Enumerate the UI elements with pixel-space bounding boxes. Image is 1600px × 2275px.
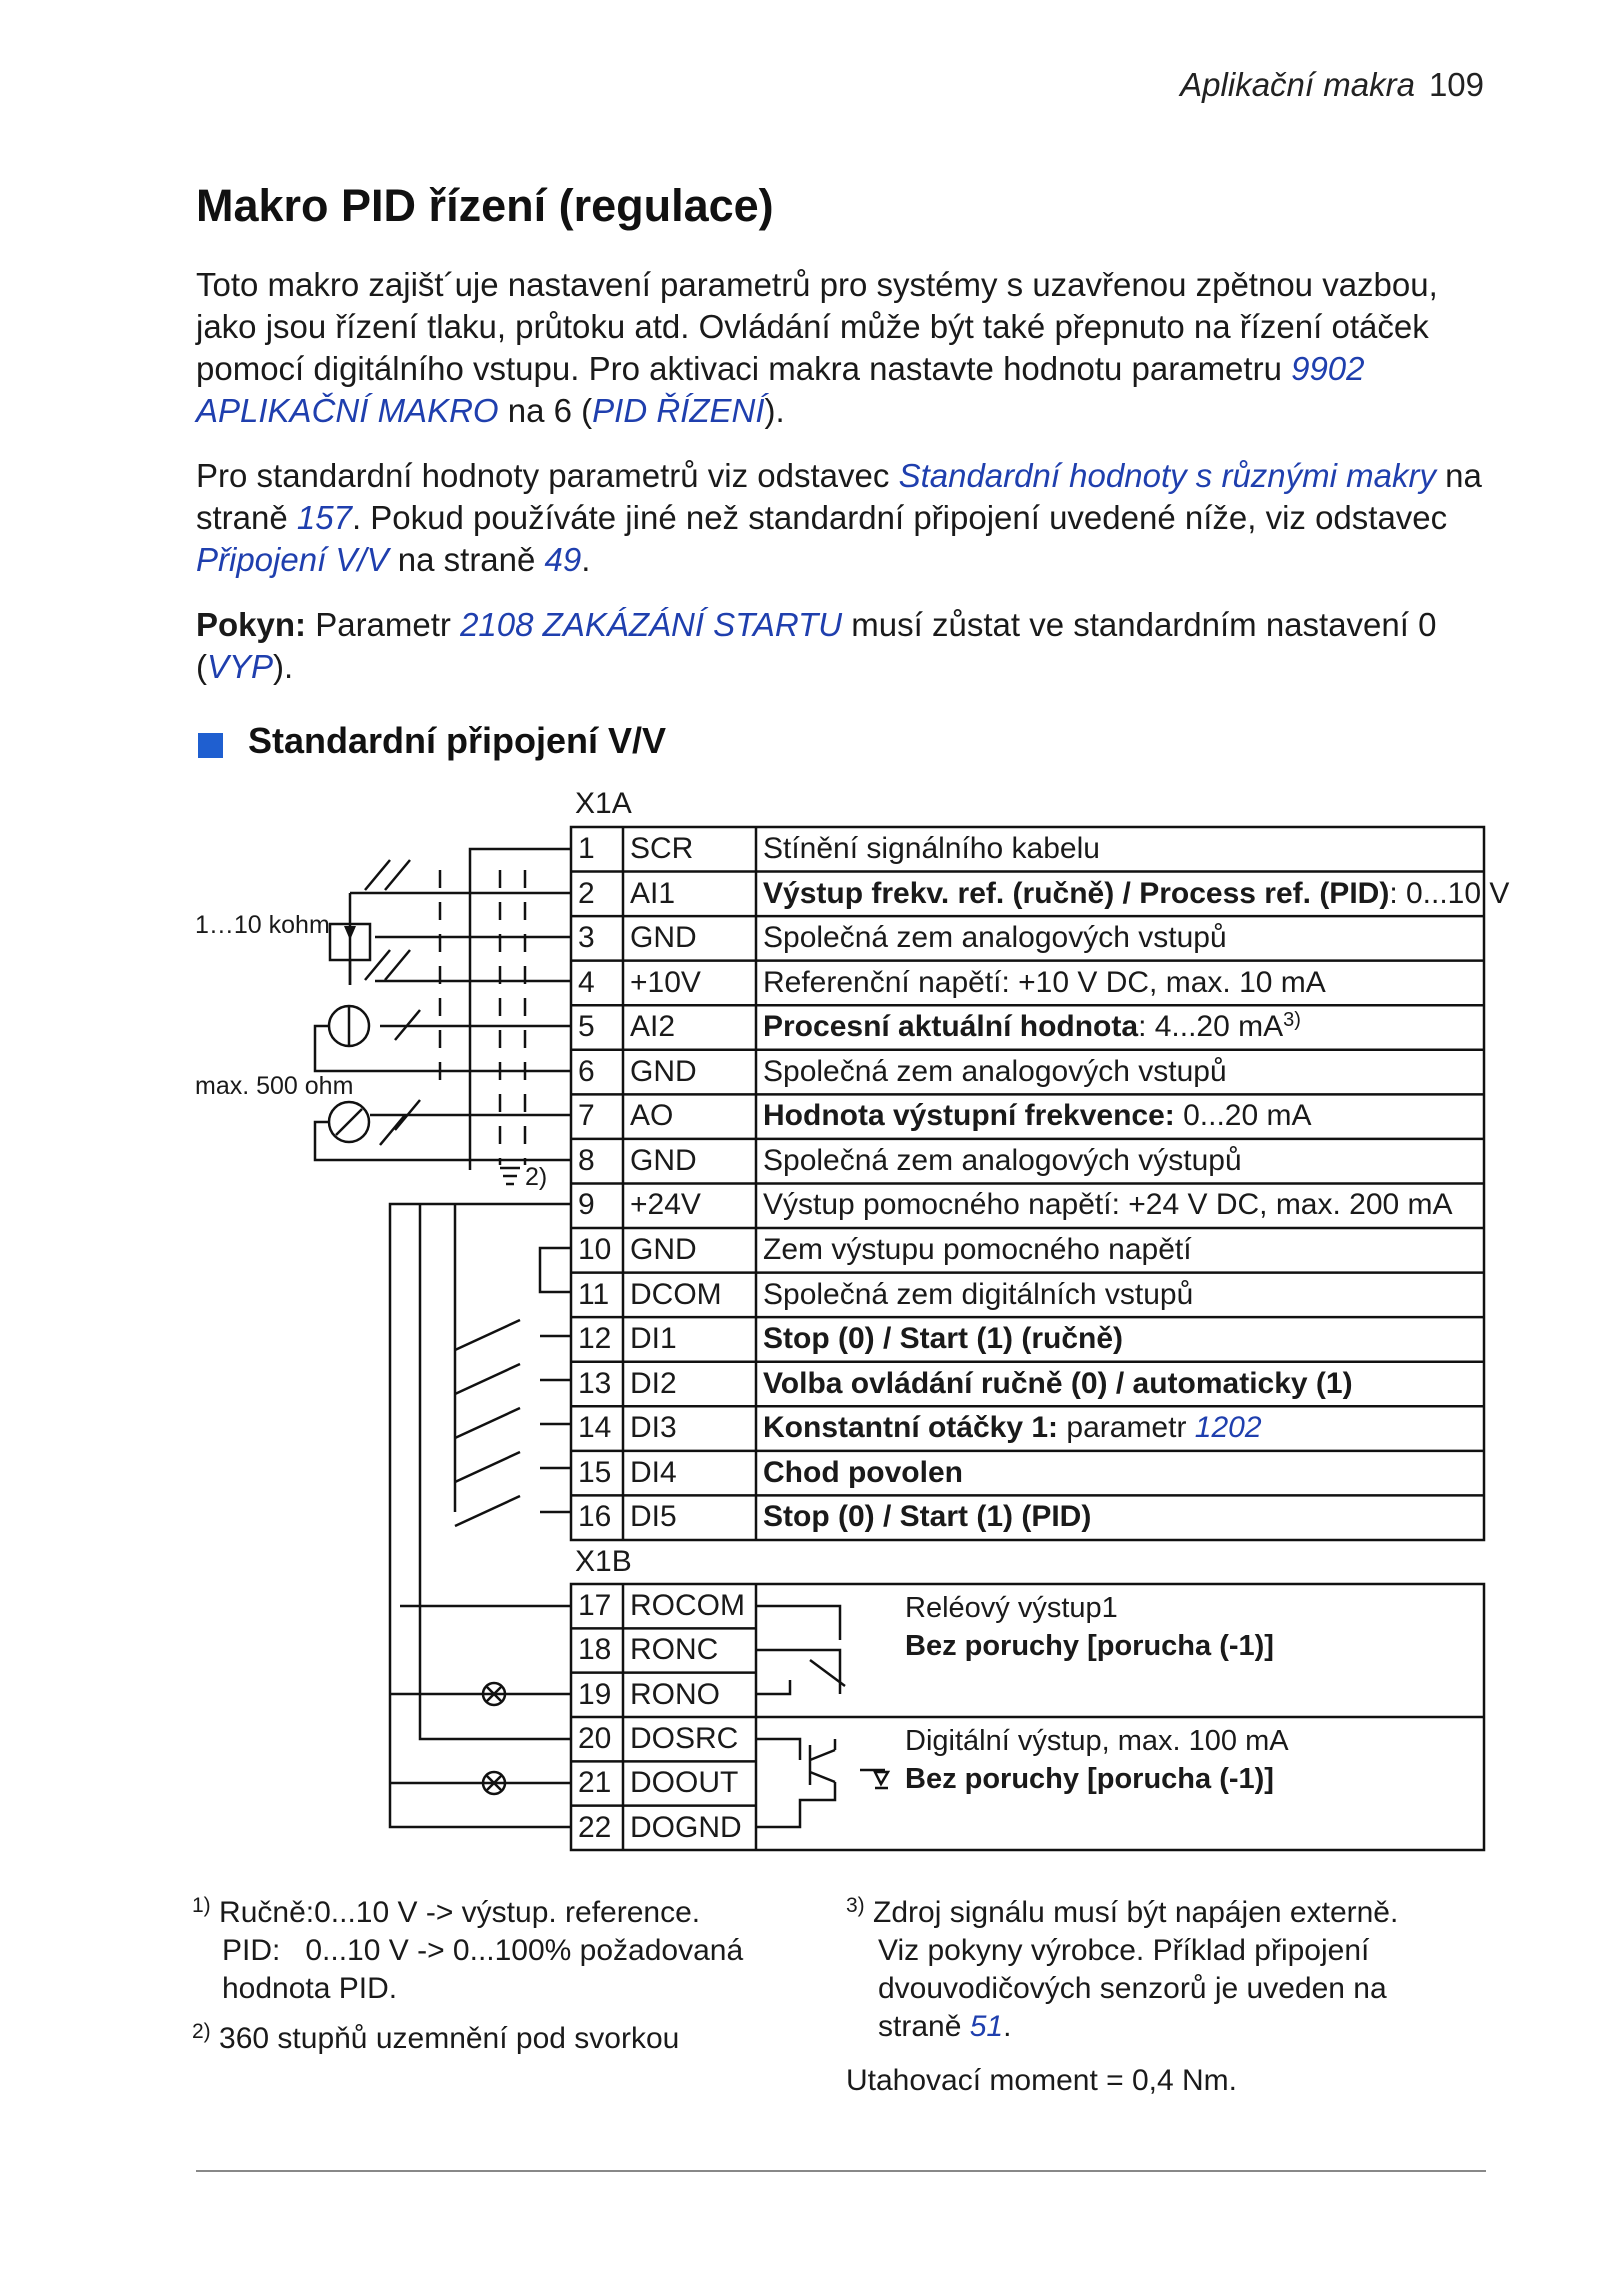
terminal-description-text: Společná zem analogových vstupů: [763, 921, 1227, 955]
terminal-description: [763, 1495, 1091, 1539]
terminal-description-text: Stínění signálního kabelu: [763, 832, 1100, 865]
link-page-51[interactable]: 51: [969, 2010, 1004, 2043]
terminal-name: DOOUT: [630, 1766, 739, 1800]
terminal-description-text: parametr: [1058, 1411, 1195, 1445]
footnote-3-line1: Zdroj signálu musí být napájen externě.: [873, 1896, 1399, 1929]
digital-output-function: Bez poruchy [porucha (-1)]: [905, 1763, 1274, 1795]
terminal-number: 14: [578, 1411, 612, 1445]
terminal-name: GND: [630, 1143, 697, 1177]
terminal-name: DI2: [630, 1366, 677, 1400]
relay-output-label: Reléový výstup1: [905, 1592, 1118, 1624]
terminal-description: [763, 1139, 1242, 1183]
footnote-1-line3: hodnota PID.: [222, 1972, 398, 2005]
potentiometer-label: 1…10 kohm: [195, 911, 330, 939]
footnote-3-line4-end: .: [1003, 2010, 1012, 2043]
terminal-description: [763, 1183, 1453, 1227]
footer-rule: [196, 2170, 1486, 2172]
terminal-number: 18: [578, 1633, 612, 1667]
footnote-3-line3: dvouvodičových senzorů je uveden na: [878, 1972, 1387, 2005]
link-pid-rizeni[interactable]: PID ŘÍZENÍ: [592, 392, 765, 429]
terminal-description-text: 0...20 mA: [1174, 1099, 1312, 1133]
terminal-description-bold: Hodnota výstupní frekvence:: [763, 1099, 1175, 1133]
note-text-1: Parametr: [306, 606, 461, 643]
link-io-connection[interactable]: Připojení V/V: [196, 541, 389, 578]
terminal-name: +10V: [630, 965, 701, 999]
terminal-description: [763, 1362, 1353, 1406]
link-standard-values[interactable]: Standardní hodnoty s různými makry: [898, 457, 1436, 494]
defaults-text-1: Pro standardní hodnoty parametrů viz odstavec: [196, 457, 899, 494]
terminal-description-bold: Chod povolen: [763, 1455, 963, 1489]
terminal-description: [763, 1094, 1312, 1138]
terminal-number: 11: [578, 1277, 610, 1311]
intro-text-3: ).: [764, 392, 785, 429]
link-page-157[interactable]: 157: [296, 499, 352, 536]
footnote-1-mark: 1): [192, 1894, 211, 1917]
terminal-description: [763, 1451, 963, 1495]
footnote-2: [192, 2020, 679, 2058]
digital-output-label: Digitální výstup, max. 100 mA: [905, 1725, 1289, 1757]
terminal-description: [763, 1005, 1301, 1049]
terminal-number: 21: [578, 1766, 612, 1800]
terminal-name: DCOM: [630, 1277, 722, 1311]
terminal-description-bold: Výstup frekv. ref. (ručně) / Process ref. (PID): [763, 876, 1390, 910]
defaults-text-4: na straně: [388, 541, 545, 578]
terminal-number: 2: [578, 876, 595, 910]
terminal-description: [763, 872, 1509, 916]
terminal-description-text: Zem výstupu pomocného napětí: [763, 1233, 1192, 1267]
defaults-text-5: .: [581, 541, 591, 578]
terminal-description-text: Společná zem analogových vstupů: [763, 1054, 1227, 1088]
torque-note: Utahovací moment = 0,4 Nm.: [846, 2064, 1237, 2097]
link-parameter-9902[interactable]: 9902 APLIKAČNÍ MAKRO: [196, 350, 1365, 429]
terminal-number: 8: [578, 1143, 595, 1177]
note-text-2: musí zůstat ve standardním nastavení 0 (: [196, 606, 1437, 685]
terminal-name: GND: [630, 1054, 697, 1088]
terminal-name: DOSRC: [630, 1721, 739, 1755]
terminal-number: 12: [578, 1322, 612, 1356]
page-number: 109: [1428, 66, 1484, 103]
terminal-number: 3: [578, 921, 595, 955]
terminal-description: [763, 1317, 1123, 1361]
terminal-name: AO: [630, 1099, 674, 1133]
footnote-1: [192, 1894, 743, 2008]
terminal-description-text: : 4...20 mA: [1138, 1010, 1284, 1044]
footnote-3: [846, 1894, 1398, 2046]
terminal-name: AI1: [630, 876, 676, 910]
note-label: Pokyn:: [196, 606, 307, 643]
terminal-name: ROCOM: [630, 1589, 745, 1622]
terminal-name: RONC: [630, 1633, 719, 1667]
terminal-description-bold: Procesní aktuální hodnota: [763, 1010, 1139, 1044]
footnote-2-text: 360 stupňů uzemnění pod svorkou: [219, 2022, 680, 2055]
section-title: Standardní připojení V/V: [248, 720, 667, 761]
terminal-number: 1: [578, 832, 595, 865]
terminal-description: [763, 961, 1326, 1005]
footnote-3-mark: 3): [846, 1894, 865, 1917]
footnote-2-mark: 2): [192, 2020, 211, 2043]
footnote-3-line4: [878, 2010, 1011, 2043]
relay-output-function: Bez poruchy [porucha (-1)]: [905, 1630, 1274, 1662]
terminal-number: 19: [578, 1677, 612, 1711]
x1a-label: X1A: [575, 787, 632, 820]
terminal-description: [763, 1228, 1192, 1272]
terminal-description-bold: Volba ovládání ručně (0) / automaticky (1): [763, 1366, 1353, 1400]
terminal-name: DI4: [630, 1455, 677, 1489]
terminal-description-bold: Stop (0) / Start (1) (PID): [763, 1500, 1092, 1534]
terminal-number: 20: [578, 1721, 612, 1755]
terminal-number: 7: [578, 1099, 595, 1133]
note-text-3: ).: [273, 648, 294, 685]
terminal-description-text: Společná zem digitálních vstupů: [763, 1277, 1194, 1311]
terminal-number: 4: [578, 965, 595, 999]
footnote-3-line2: Viz pokyny výrobce. Příklad připojení: [878, 1934, 1370, 1967]
x1b-label: X1B: [575, 1545, 632, 1578]
terminal-number: 6: [578, 1054, 595, 1088]
footnote-1-line1: Ručně:0...10 V -> výstup. reference.: [219, 1896, 701, 1929]
terminal-name: RONO: [630, 1677, 720, 1711]
terminal-number: 10: [578, 1233, 612, 1267]
terminal-name: +24V: [630, 1188, 701, 1222]
terminal-description: [763, 1050, 1227, 1094]
link-parameter-2108[interactable]: 2108 ZAKÁZÁNÍ STARTU: [460, 606, 843, 643]
terminal-name: GND: [630, 1233, 697, 1267]
terminal-number: 9: [578, 1188, 595, 1222]
defaults-text-3: . Pokud používáte jiné než standardní připojení uvedené níže, viz odstavec: [351, 499, 1448, 536]
running-head-section: Aplikační makra: [1180, 66, 1415, 103]
intro-text-1: Toto makro zajišt´uje nastavení parametrů pro systémy s uzavřenou zpětnou vazbou, jako jsou řízení tlaku, průtoku atd. Ovládání může být také přepnuto na řízení otáček pomocí digitálního vstupu. Pro aktivaci makra nastavte hodnotu parametru: [196, 266, 1438, 387]
terminal-number: 13: [578, 1366, 612, 1400]
terminal-description-text: Výstup pomocného napětí: +24 V DC, max. 200 mA: [763, 1188, 1453, 1222]
footnote-3-line4-text: straně: [878, 2010, 970, 2043]
terminal-description-text: : 0...10 V: [1389, 876, 1510, 910]
terminal-name: DI3: [630, 1411, 677, 1445]
terminal-number: 5: [578, 1010, 595, 1044]
terminal-name: DOGND: [630, 1810, 742, 1844]
terminal-description: [763, 827, 1100, 871]
footnote-1-line2: PID: 0...10 V -> 0...100% požadovaná: [222, 1934, 744, 1967]
terminal-description: [763, 1273, 1193, 1317]
terminal-description-bold: Konstantní otáčky 1:: [763, 1411, 1059, 1445]
terminal-name: DI1: [630, 1322, 677, 1356]
terminal-name: DI5: [630, 1500, 677, 1534]
terminal-number: 17: [578, 1589, 612, 1622]
terminal-footnote-mark: 3): [1283, 1009, 1301, 1032]
intro-text-2: na 6 (: [498, 392, 593, 429]
load-label: max. 500 ohm: [195, 1072, 354, 1100]
terminal-description-text: Společná zem analogových výstupů: [763, 1143, 1242, 1177]
page-title: Makro PID řízení (regulace): [196, 180, 774, 231]
terminal-description: [763, 916, 1227, 960]
terminal-name: AI2: [630, 1010, 676, 1044]
terminal-number: 22: [578, 1810, 612, 1844]
terminal-description-text: Referenční napětí: +10 V DC, max. 10 mA: [763, 965, 1326, 999]
terminal-description-bold: Stop (0) / Start (1) (ručně): [763, 1322, 1124, 1356]
terminal-name: SCR: [630, 832, 694, 865]
terminal-description: [763, 1406, 1262, 1450]
terminal-number: 15: [578, 1455, 612, 1489]
link-vyp[interactable]: VYP: [207, 648, 274, 685]
terminal-name: GND: [630, 921, 697, 955]
terminal-number: 16: [578, 1500, 612, 1534]
ground-note: 2): [525, 1163, 548, 1191]
defaults-text-2: na straně: [196, 457, 1482, 536]
link-parameter-1202[interactable]: 1202: [1194, 1411, 1262, 1445]
link-page-49[interactable]: 49: [544, 541, 582, 578]
